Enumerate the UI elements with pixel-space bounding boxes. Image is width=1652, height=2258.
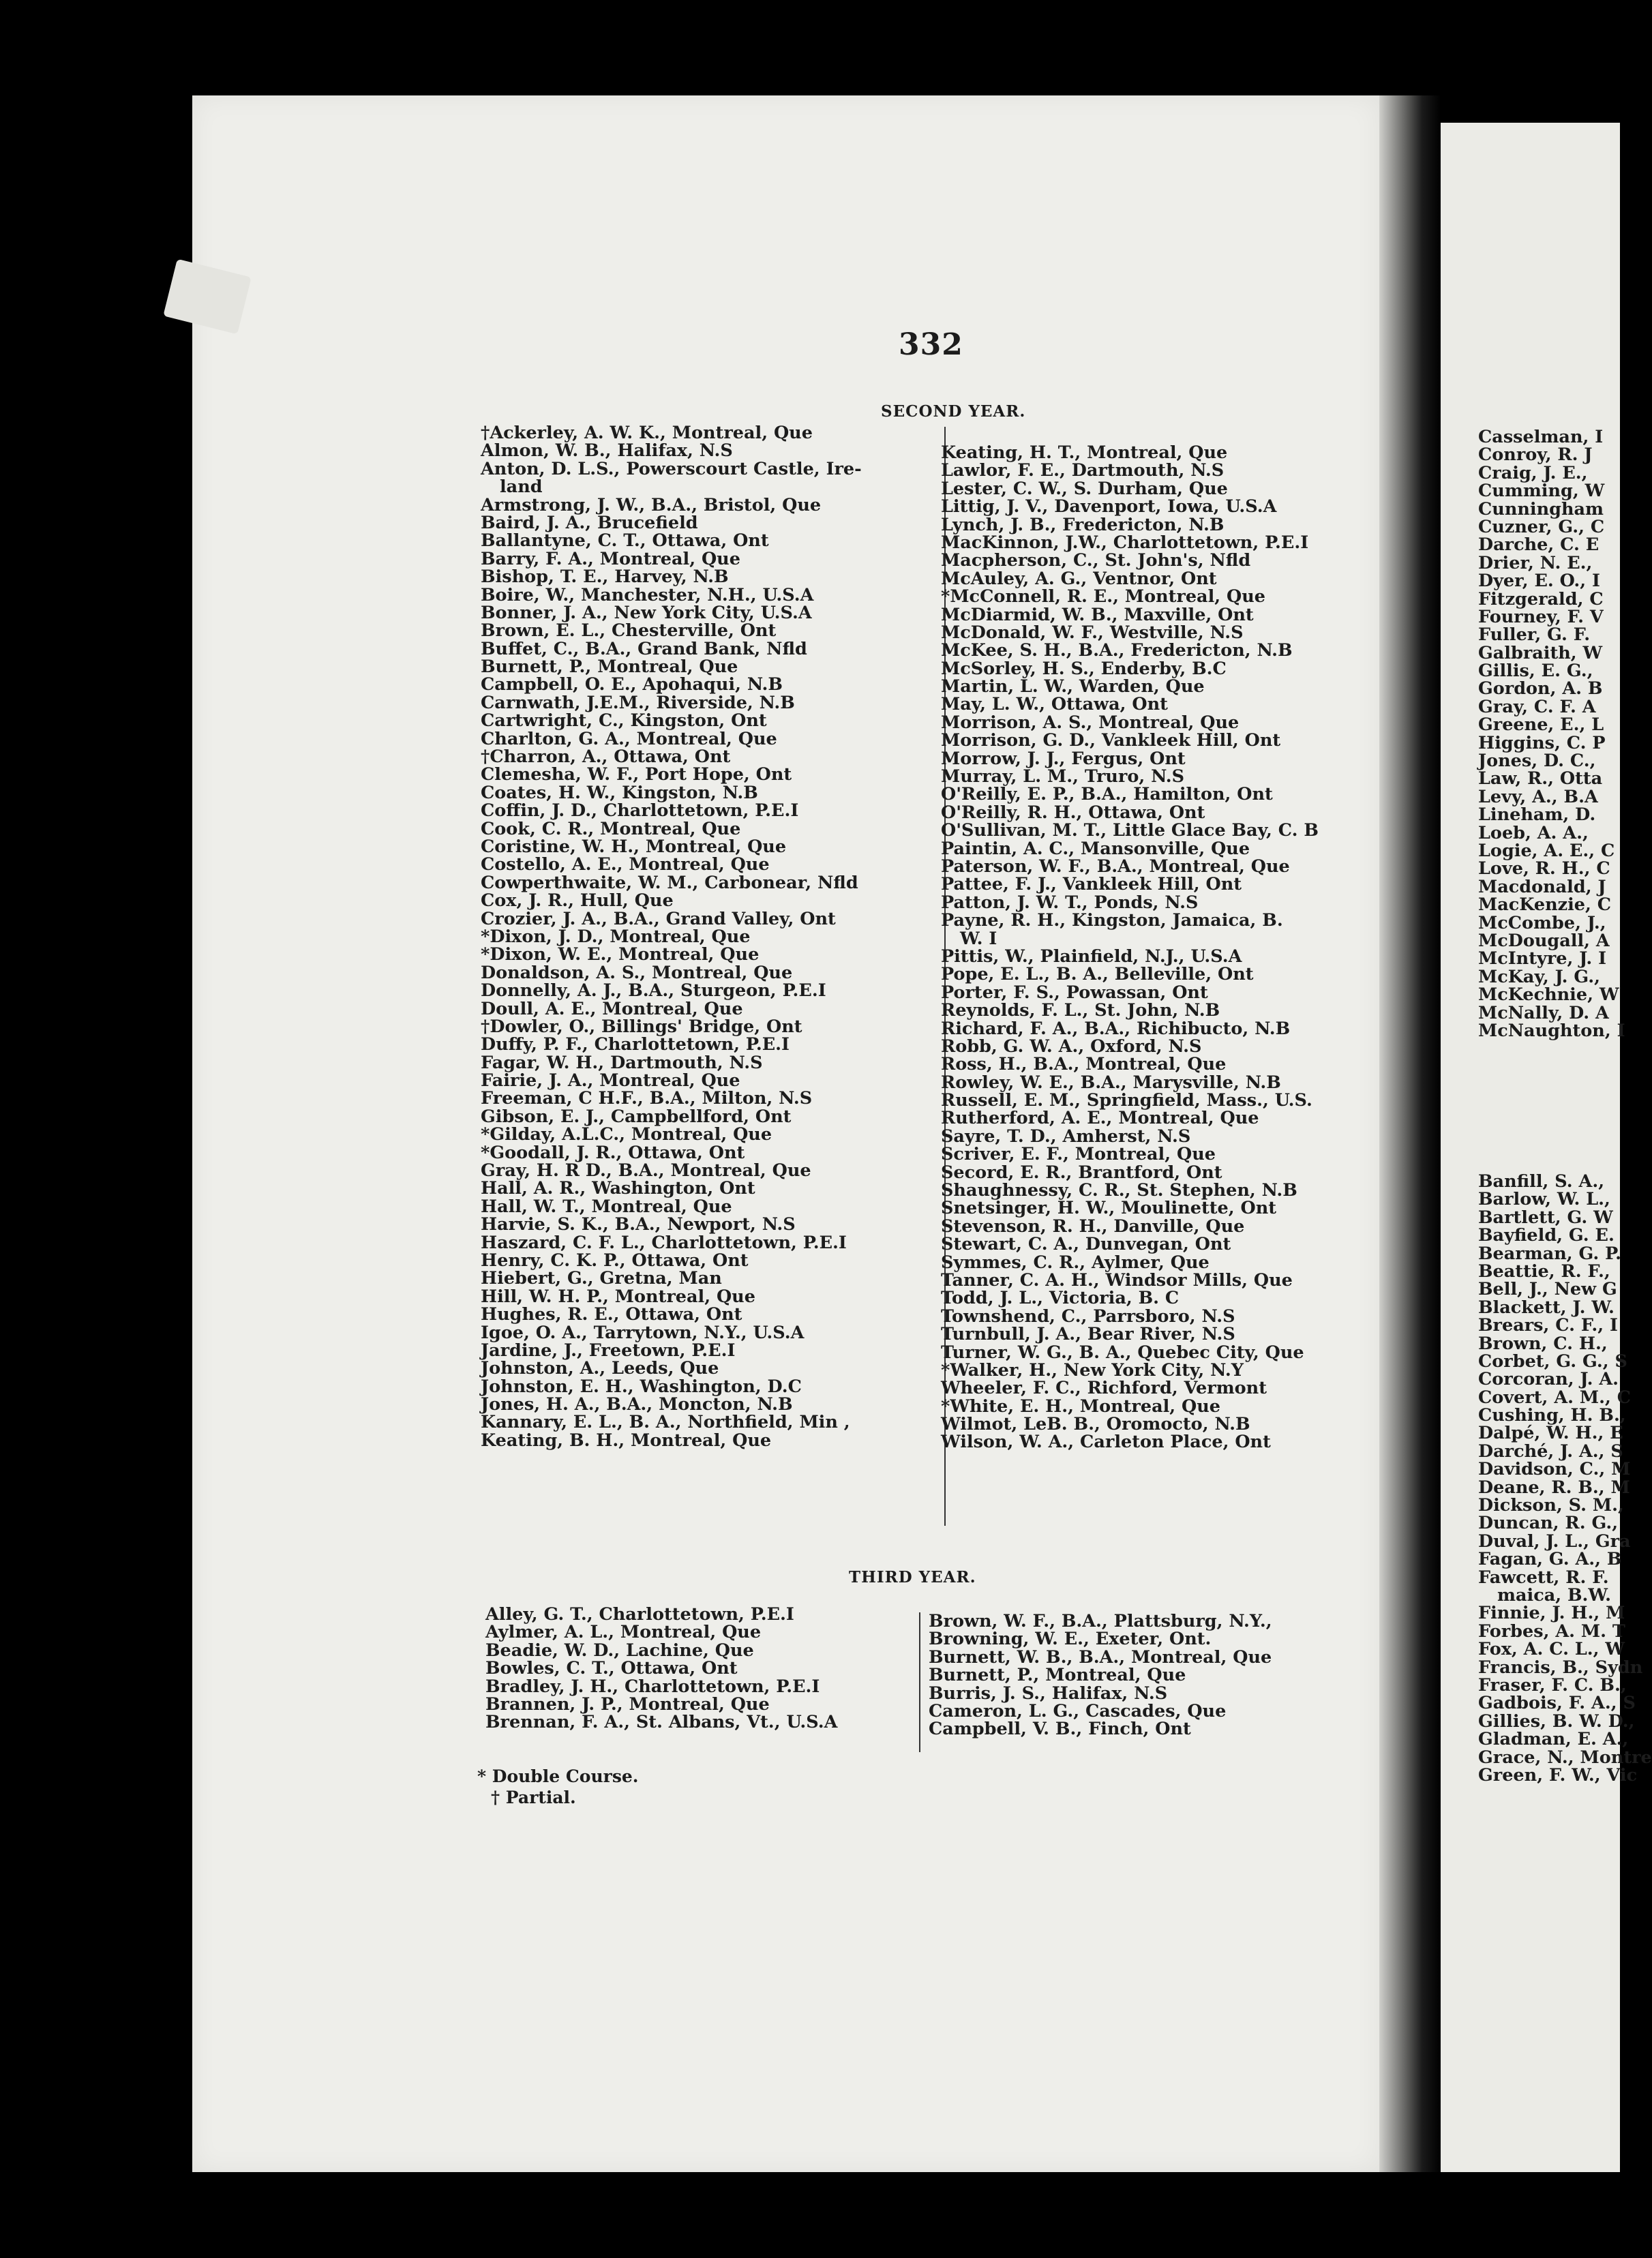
student-entry: Keating, H. T., Montreal, Que <box>941 442 1228 463</box>
student-entry: Coates, H. W., Kingston, N.B <box>481 782 758 803</box>
student-entry: Freeman, C H.F., B.A., Milton, N.S <box>481 1088 813 1109</box>
student-entry: Alley, G. T., Charlottetown, P.E.I <box>485 1604 794 1625</box>
adjacent-student-entry: Gillis, E. G., <box>1478 661 1593 682</box>
student-entry: Macpherson, C., St. John's, Nfld <box>941 550 1251 571</box>
second-year-right-column <box>941 444 1319 1451</box>
adjacent-student-entry: Darche, C. E <box>1478 535 1600 556</box>
student-entry: Hall, W. T., Montreal, Que <box>481 1196 732 1217</box>
student-entry: Bradley, J. H., Charlottetown, P.E.I <box>485 1676 820 1697</box>
student-entry: May, L. W., Ottawa, Ont <box>941 694 1168 715</box>
adjacent-student-entry: McKechnie, W <box>1478 984 1619 1006</box>
student-entry: *Goodall, J. R., Ottawa, Ont <box>481 1142 745 1163</box>
column-divider <box>919 1612 920 1752</box>
student-entry: Keating, B. H., Montreal, Que <box>481 1430 772 1451</box>
adjacent-student-entry: Barlow, W. L., <box>1478 1189 1610 1210</box>
adjacent-student-entry: Dyer, E. O., I <box>1478 571 1600 592</box>
student-entry: *White, E. H., Montreal, Que <box>941 1396 1221 1417</box>
student-entry: Snetsinger, H. W., Moulinette, Ont <box>941 1198 1277 1219</box>
adjacent-student-entry: Cushing, H. B., <box>1478 1405 1626 1426</box>
adjacent-student-entry: maica, B.W. <box>1497 1584 1611 1606</box>
adjacent-student-entry: Casselman, I <box>1478 427 1604 447</box>
student-entry: Murray, L. M., Truro, N.S <box>941 766 1185 787</box>
student-entry: McDiarmid, W. B., Maxville, Ont <box>941 604 1254 625</box>
student-entry: Doull, A. E., Montreal, Que <box>481 998 743 1019</box>
student-entry: Igoe, O. A., Tarrytown, N.Y., U.S.A <box>481 1322 805 1343</box>
adjacent-student-entry: Bartlett, G. W <box>1478 1207 1613 1228</box>
adjacent-student-entry: McCombe, J., <box>1478 912 1606 933</box>
student-entry: Coffin, J. D., Charlottetown, P.E.I <box>481 800 799 822</box>
adjacent-student-entry: Beattie, R. F., <box>1478 1261 1610 1282</box>
adjacent-student-entry: Fraser, F. C. B., <box>1478 1674 1627 1696</box>
adjacent-student-entry: Cunningham <box>1478 498 1604 520</box>
student-entry: Burnett, P., Montreal, Que <box>481 657 738 678</box>
student-entry: Martin, L. W., Warden, Que <box>941 676 1205 697</box>
student-entry: Johnston, A., Leeds, Que <box>481 1358 719 1379</box>
adjacent-student-entry: Cuzner, G., C <box>1478 516 1605 537</box>
student-entry: Turnbull, J. A., Bear River, N.S <box>941 1324 1235 1345</box>
adjacent-student-entry: Craig, J. E., <box>1478 462 1588 483</box>
student-entry: Lester, C. W., S. Durham, Que <box>941 478 1228 499</box>
adjacent-student-entry: Darché, J. A., S <box>1478 1441 1623 1462</box>
student-entry: Bishop, T. E., Harvey, N.B <box>481 567 729 588</box>
adjacent-student-entry: Blackett, J. W. <box>1478 1297 1615 1318</box>
student-entry: Campbell, O. E., Apohaqui, N.B <box>481 674 783 695</box>
student-entry: *Dixon, J. D., Montreal, Que <box>481 926 751 947</box>
adjacent-student-entry: Levy, A., B.A <box>1478 786 1598 807</box>
student-entry: Donaldson, A. S., Montreal, Que <box>481 962 793 983</box>
student-entry: Hill, W. H. P., Montreal, Que <box>481 1286 755 1307</box>
student-entry: †Ackerley, A. W. K., Montreal, Que <box>481 423 813 443</box>
adjacent-student-entry: Davidson, C., M <box>1478 1459 1631 1480</box>
student-entry: Beadie, W. D., Lachine, Que <box>485 1640 754 1661</box>
student-entry: Campbell, V. B., Finch, Ont <box>929 1719 1191 1740</box>
student-entry: Aylmer, A. L., Montreal, Que <box>485 1622 762 1643</box>
adjacent-student-entry: Gray, C. F. A <box>1478 696 1596 717</box>
adjacent-student-entry: Fox, A. C. L., W <box>1478 1639 1625 1660</box>
student-entry: Russell, E. M., Springfield, Mass., U.S. <box>941 1090 1312 1111</box>
student-entry: Robb, G. W. A., Oxford, N.S <box>941 1036 1202 1057</box>
student-entry: MacKinnon, J.W., Charlottetown, P.E.I <box>941 532 1309 553</box>
third-year-right-column <box>929 1612 1272 1738</box>
student-entry: Littig, J. V., Davenport, Iowa, U.S.A <box>941 496 1277 517</box>
student-entry: Fairie, J. A., Montreal, Que <box>481 1070 740 1092</box>
student-entry: W. I <box>960 928 997 949</box>
student-entry: Wheeler, F. C., Richford, Vermont <box>941 1378 1267 1399</box>
footnotes <box>477 1766 639 1808</box>
student-entry: Kannary, E. L., B. A., Northfield, Min , <box>481 1412 850 1433</box>
student-entry: Almon, W. B., Halifax, N.S <box>481 440 733 462</box>
second-year-heading: SECOND YEAR. <box>881 402 1026 421</box>
student-entry: Cowperthwaite, W. M., Carbonear, Nfld <box>481 872 858 893</box>
student-entry: Gray, H. R D., B.A., Montreal, Que <box>481 1160 811 1181</box>
student-entry: Hiebert, G., Gretna, Man <box>481 1268 722 1289</box>
adjacent-student-entry: McIntyre, J. I <box>1478 948 1607 969</box>
student-entry: Brennan, F. A., St. Albans, Vt., U.S.A <box>485 1712 838 1733</box>
adjacent-student-entry: Forbes, A. M. T <box>1478 1621 1625 1642</box>
student-entry: Wilmot, LeB. B., Oromocto, N.B <box>941 1414 1250 1435</box>
page-gutter <box>1379 95 1441 2172</box>
student-entry: Secord, E. R., Brantford, Ont <box>941 1162 1222 1183</box>
adjacent-student-entry: Finnie, J. H., M <box>1478 1603 1625 1624</box>
student-entry: Ballantyne, C. T., Ottawa, Ont <box>481 530 769 552</box>
adjacent-student-entry: Dalpé, W. H., E <box>1478 1423 1623 1444</box>
adjacent-student-entry: Lineham, D. <box>1478 804 1596 826</box>
student-entry: land <box>500 477 543 498</box>
student-entry: Buffet, C., B.A., Grand Bank, Nfld <box>481 638 807 659</box>
student-entry: Paintin, A. C., Mansonville, Que <box>941 838 1250 859</box>
student-entry: Shaughnessy, C. R., St. Stephen, N.B <box>941 1180 1297 1201</box>
adjacent-student-entry: Galbraith, W <box>1478 642 1603 663</box>
adjacent-student-entry: Covert, A. M., C <box>1478 1387 1632 1408</box>
student-entry: Rowley, W. E., B.A., Marysville, N.B <box>941 1072 1281 1093</box>
student-entry: *McConnell, R. E., Montreal, Que <box>941 586 1265 607</box>
adjacent-student-entry: Corcoran, J. A. <box>1478 1369 1619 1390</box>
student-entry: Bowles, C. T., Ottawa, Ont <box>485 1658 738 1679</box>
student-entry: *Walker, H., New York City, N.Y <box>941 1359 1244 1381</box>
third-year-left-column <box>485 1606 837 1732</box>
student-entry: Fagar, W. H., Dartmouth, N.S <box>481 1052 763 1073</box>
adjacent-student-entry: Banfill, S. A., <box>1478 1171 1605 1192</box>
student-entry: Turner, W. G., B. A., Quebec City, Que <box>941 1342 1304 1363</box>
student-entry: Brannen, J. P., Montreal, Que <box>485 1694 770 1715</box>
student-entry: Ross, H., B.A., Montreal, Que <box>941 1054 1227 1075</box>
student-entry: Henry, C. K. P., Ottawa, Ont <box>481 1250 749 1271</box>
student-entry: Stevenson, R. H., Danville, Que <box>941 1216 1245 1237</box>
student-entry: Cook, C. R., Montreal, Que <box>481 818 741 839</box>
adjacent-student-entry: Law, R., Otta <box>1478 768 1603 789</box>
student-entry: Crozier, J. A., B.A., Grand Valley, Ont <box>481 908 836 929</box>
student-entry: Porter, F. S., Powassan, Ont <box>941 982 1208 1003</box>
student-entry: Browning, W. E., Exeter, Ont. <box>929 1629 1212 1650</box>
student-entry: Morrison, A. S., Montreal, Que <box>941 712 1240 733</box>
student-entry: Symmes, C. R., Aylmer, Que <box>941 1252 1210 1273</box>
student-entry: O'Sullivan, M. T., Little Glace Bay, C. B <box>941 820 1319 841</box>
student-entry: McDonald, W. F., Westville, N.S <box>941 622 1244 643</box>
adjacent-student-entry: Brown, C. H., <box>1478 1333 1608 1354</box>
student-entry: †Dowler, O., Billings' Bridge, Ont <box>481 1016 802 1037</box>
footnote-partial: † Partial. <box>491 1788 576 1807</box>
student-entry: Cartwright, C., Kingston, Ont <box>481 710 767 732</box>
adjacent-student-entry: Dickson, S. M., <box>1478 1495 1624 1516</box>
student-entry: Duffy, P. F., Charlottetown, P.E.I <box>481 1034 790 1055</box>
student-entry: McSorley, H. S., Enderby, B.C <box>941 658 1227 679</box>
adjacent-student-entry: Logie, A. E., C <box>1478 840 1615 861</box>
student-entry: Stewart, C. A., Dunvegan, Ont <box>941 1234 1231 1255</box>
adjacent-student-entry: Gillies, B. W. D., <box>1478 1711 1635 1732</box>
student-entry: Sayre, T. D., Amherst, N.S <box>941 1126 1191 1147</box>
student-entry: Hughes, R. E., Ottawa, Ont <box>481 1304 742 1325</box>
student-entry: Donnelly, A. J., B.A., Sturgeon, P.E.I <box>481 980 826 1002</box>
adjacent-student-entry: Cumming, W <box>1478 481 1605 502</box>
student-entry: Harvie, S. K., B.A., Newport, N.S <box>481 1214 796 1235</box>
student-entry: Reynolds, F. L., St. John, N.B <box>941 1000 1220 1021</box>
adjacent-student-entry: Gadbois, F. A., S <box>1478 1693 1636 1714</box>
adjacent-page-top-column <box>1478 428 1625 1040</box>
student-entry: Paterson, W. F., B.A., Montreal, Que <box>941 856 1290 877</box>
adjacent-student-entry: Fourney, F. V <box>1478 606 1604 627</box>
student-entry: Boire, W., Manchester, N.H., U.S.A <box>481 584 814 605</box>
adjacent-student-entry: Greene, E., L <box>1478 714 1604 736</box>
adjacent-student-entry: Corbet, G. G., S <box>1478 1351 1627 1372</box>
third-year-heading: THIRD YEAR. <box>849 1568 976 1586</box>
student-entry: Jones, H. A., B.A., Moncton, N.B <box>481 1394 793 1415</box>
adjacent-page-bottom-column <box>1478 1173 1652 1784</box>
student-entry: Cameron, L. G., Cascades, Que <box>929 1700 1227 1721</box>
student-entry: Lynch, J. B., Fredericton, N.B <box>941 514 1225 535</box>
student-entry: Charlton, G. A., Montreal, Que <box>481 728 777 749</box>
student-entry: Carnwath, J.E.M., Riverside, N.B <box>481 692 795 713</box>
student-entry: Morrison, G. D., Vankleek Hill, Ont <box>941 730 1281 751</box>
adjacent-student-entry: Duncan, R. G., <box>1478 1513 1619 1534</box>
student-entry: McKee, S. H., B.A., Fredericton, N.B <box>941 640 1293 661</box>
student-entry: Townshend, C., Parrsboro, N.S <box>941 1306 1235 1327</box>
student-entry: Patton, J. W. T., Ponds, N.S <box>941 892 1199 913</box>
adjacent-student-entry: Grace, N., Montre <box>1478 1747 1652 1768</box>
student-entry: Johnston, E. H., Washington, D.C <box>481 1376 802 1397</box>
adjacent-student-entry: McDougall, A <box>1478 930 1610 951</box>
student-entry: Armstrong, J. W., B.A., Bristol, Que <box>481 494 822 515</box>
second-year-left-column <box>481 424 862 1449</box>
adjacent-student-entry: Gordon, A. B <box>1478 678 1603 699</box>
student-entry: Costello, A. E., Montreal, Que <box>481 854 770 875</box>
adjacent-student-entry: Drier, N. E., <box>1478 552 1593 573</box>
student-entry: †Charron, A., Ottawa, Ont <box>481 747 731 768</box>
adjacent-student-entry: Love, R. H., C <box>1478 858 1610 879</box>
adjacent-student-entry: Francis, B., Sydn <box>1478 1657 1643 1678</box>
student-entry: Tanner, C. A. H., Windsor Mills, Que <box>941 1269 1293 1291</box>
adjacent-student-entry: Deane, R. B., M <box>1478 1477 1630 1498</box>
adjacent-student-entry: Gladman, E. A., <box>1478 1729 1629 1750</box>
adjacent-student-entry: Conroy, R. J <box>1478 445 1593 466</box>
footnote-double-course: * Double Course. <box>477 1766 639 1786</box>
student-entry: Payne, R. H., Kingston, Jamaica, B. <box>941 910 1283 931</box>
adjacent-student-entry: Green, F. W., Vic <box>1478 1764 1638 1786</box>
student-entry: Todd, J. L., Victoria, B. C <box>941 1288 1180 1309</box>
student-entry: Baird, J. A., Brucefield <box>481 512 698 533</box>
adjacent-student-entry: Fagan, G. A., B <box>1478 1549 1622 1570</box>
student-entry: Barry, F. A., Montreal, Que <box>481 548 740 569</box>
student-entry: Burnett, W. B., B.A., Montreal, Que <box>929 1646 1272 1668</box>
adjacent-student-entry: Bell, J., New G <box>1478 1279 1617 1300</box>
student-entry: O'Reilly, E. P., B.A., Hamilton, Ont <box>941 784 1273 805</box>
student-entry: Pattee, F. J., Vankleek Hill, Ont <box>941 874 1242 895</box>
adjacent-student-entry: McNaughton, I <box>1478 1020 1625 1041</box>
adjacent-student-entry: Higgins, C. P <box>1478 732 1606 753</box>
adjacent-student-entry: McKay, J. G., <box>1478 966 1601 987</box>
student-entry: Gibson, E. J., Campbellford, Ont <box>481 1106 792 1127</box>
student-entry: Hall, A. R., Washington, Ont <box>481 1178 755 1199</box>
page-number: 332 <box>899 327 963 362</box>
student-entry: O'Reilly, R. H., Ottawa, Ont <box>941 802 1205 823</box>
student-entry: Anton, D. L.S., Powerscourt Castle, Ire- <box>481 458 862 479</box>
adjacent-student-entry: Bayfield, G. E. <box>1478 1225 1615 1246</box>
adjacent-student-entry: MacKenzie, C <box>1478 894 1612 916</box>
adjacent-student-entry: Macdonald, J <box>1478 876 1606 897</box>
student-entry: Scriver, E. F., Montreal, Que <box>941 1144 1216 1165</box>
student-entry: Bonner, J. A., New York City, U.S.A <box>481 602 812 623</box>
adjacent-student-entry: Fawcett, R. F. <box>1478 1567 1609 1588</box>
student-entry: Burris, J. S., Halifax, N.S <box>929 1683 1168 1704</box>
student-entry: Pope, E. L., B. A., Belleville, Ont <box>941 964 1254 985</box>
student-entry: Wilson, W. A., Carleton Place, Ont <box>941 1432 1271 1453</box>
adjacent-student-entry: Loeb, A. A., <box>1478 822 1589 843</box>
student-entry: *Dixon, W. E., Montreal, Que <box>481 944 760 965</box>
student-entry: McAuley, A. G., Ventnor, Ont <box>941 568 1217 589</box>
student-entry: Clemesha, W. F., Port Hope, Ont <box>481 764 792 785</box>
adjacent-student-entry: Fitzgerald, C <box>1478 588 1604 609</box>
adjacent-student-entry: Duval, J. L., Gra <box>1478 1531 1631 1552</box>
student-entry: Cox, J. R., Hull, Que <box>481 890 674 912</box>
adjacent-student-entry: Bearman, G. P. <box>1478 1243 1621 1264</box>
student-entry: *Gilday, A.L.C., Montreal, Que <box>481 1124 772 1145</box>
student-entry: Haszard, C. F. L., Charlottetown, P.E.I <box>481 1232 847 1253</box>
student-entry: Brown, W. F., B.A., Plattsburg, N.Y., <box>929 1611 1272 1631</box>
adjacent-student-entry: Fuller, G. F. <box>1478 624 1591 646</box>
student-entry: Pittis, W., Plainfield, N.J., U.S.A <box>941 946 1242 967</box>
student-entry: Morrow, J. J., Fergus, Ont <box>941 748 1186 769</box>
student-entry: Jardine, J., Freetown, P.E.I <box>481 1340 736 1361</box>
student-entry: Burnett, P., Montreal, Que <box>929 1665 1186 1686</box>
student-entry: Richard, F. A., B.A., Richibucto, N.B <box>941 1018 1291 1039</box>
student-entry: Rutherford, A. E., Montreal, Que <box>941 1108 1259 1129</box>
adjacent-student-entry: Jones, D. C., <box>1478 751 1596 772</box>
student-entry: Brown, E. L., Chesterville, Ont <box>481 620 777 642</box>
adjacent-student-entry: McNally, D. A <box>1478 1002 1609 1023</box>
adjacent-student-entry: Brears, C. F., I <box>1478 1315 1618 1336</box>
student-entry: Lawlor, F. E., Dartmouth, N.S <box>941 460 1225 481</box>
student-entry: Coristine, W. H., Montreal, Que <box>481 836 787 857</box>
